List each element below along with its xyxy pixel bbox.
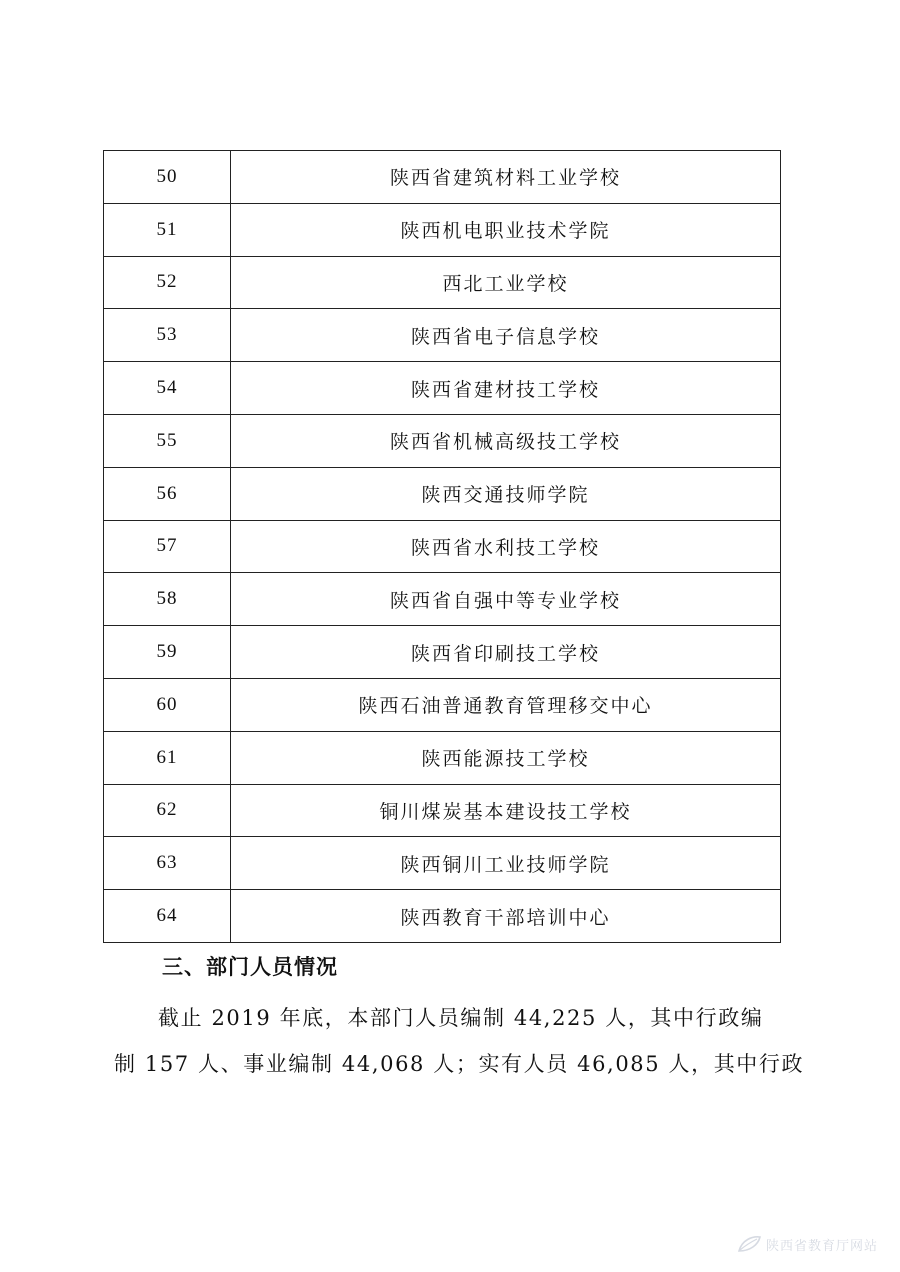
row-number: 51 — [104, 203, 231, 256]
table-row — [104, 731, 781, 784]
table-row — [104, 309, 781, 362]
unit-name: 陕西省电子信息学校 — [231, 309, 781, 362]
row-number: 54 — [104, 362, 231, 415]
row-number: 64 — [104, 890, 231, 943]
row-number: 53 — [104, 309, 231, 362]
unit-list-table — [103, 150, 781, 943]
unit-name: 陕西机电职业技术学院 — [231, 203, 781, 256]
row-number: 63 — [104, 837, 231, 890]
table-row — [104, 256, 781, 309]
unit-name: 西北工业学校 — [231, 256, 781, 309]
row-number: 55 — [104, 414, 231, 467]
unit-name: 陕西省建材技工学校 — [231, 362, 781, 415]
unit-name: 陕西省机械高级技工学校 — [231, 414, 781, 467]
table-row — [104, 151, 781, 204]
unit-name: 陕西省建筑材料工业学校 — [231, 151, 781, 204]
table-row — [104, 678, 781, 731]
leaf-logo-icon — [736, 1234, 762, 1254]
row-number: 58 — [104, 573, 231, 626]
table-row — [104, 784, 781, 837]
table-row — [104, 414, 781, 467]
row-number: 61 — [104, 731, 231, 784]
row-number: 59 — [104, 626, 231, 679]
paragraph-line: 截止 2019 年底，本部门人员编制 44,225 人，其中行政编 — [158, 1006, 764, 1030]
section-heading: 三、部门人员情况 — [162, 955, 338, 979]
table-row — [104, 890, 781, 943]
table-row — [104, 837, 781, 890]
unit-list-body — [104, 151, 781, 943]
row-number: 62 — [104, 784, 231, 837]
row-number: 52 — [104, 256, 231, 309]
table-row — [104, 573, 781, 626]
row-number: 56 — [104, 467, 231, 520]
unit-name: 陕西教育干部培训中心 — [231, 890, 781, 943]
table-row — [104, 520, 781, 573]
table-row — [104, 467, 781, 520]
table-row — [104, 203, 781, 256]
table-row — [104, 362, 781, 415]
unit-name: 陕西铜川工业技师学院 — [231, 837, 781, 890]
paragraph-line: 制 157 人、事业编制 44,068 人；实有人员 46,085 人，其中行政 — [114, 1052, 805, 1076]
unit-name: 陕西能源技工学校 — [231, 731, 781, 784]
row-number: 60 — [104, 678, 231, 731]
site-watermark — [736, 1234, 878, 1254]
unit-name: 陕西省水利技工学校 — [231, 520, 781, 573]
table-row — [104, 626, 781, 679]
watermark-text: 陕西省教育厅网站 — [765, 1238, 878, 1254]
unit-name: 陕西石油普通教育管理移交中心 — [231, 678, 781, 731]
unit-name: 陕西省自强中等专业学校 — [231, 573, 781, 626]
row-number: 50 — [104, 151, 231, 204]
unit-name: 陕西交通技师学院 — [231, 467, 781, 520]
unit-name: 陕西省印刷技工学校 — [231, 626, 781, 679]
row-number: 57 — [104, 520, 231, 573]
unit-name: 铜川煤炭基本建设技工学校 — [231, 784, 781, 837]
